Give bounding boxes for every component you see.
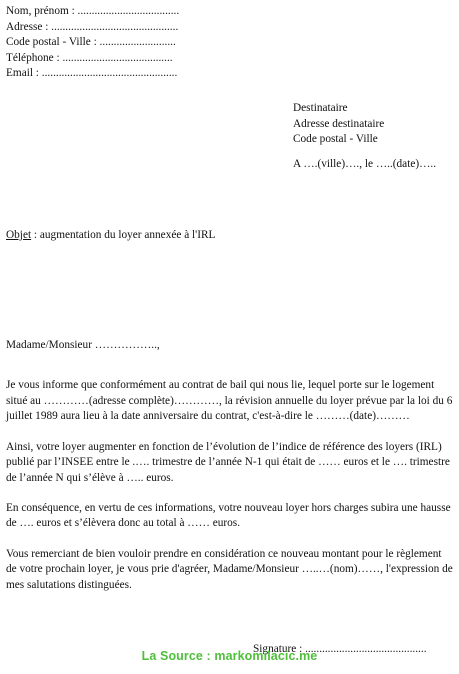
paragraph-consequence: En conséquence, en vertu de ces informations, votre nouveau loyer hors charges subira une hausse de …. euros et s’élèvera donc au total à …… euros. (6, 501, 451, 530)
subject-text: : augmentation du loyer annexée à l'IRL (31, 229, 216, 241)
subject-line (6, 229, 215, 241)
sender-phone-line: Téléphone : ....................................... (6, 51, 173, 64)
sender-name-line: Nom, prénom : .................................... (6, 5, 180, 17)
paragraph-closing: Vous remerciant de bien vouloir prendre en considération ce nouveau montant pour le règlement de votre prochain loyer, je vous prie d'agréer, Madame/Monsieur …..…(nom)……, l'expression de mes salutations distinguées. (6, 547, 453, 591)
recipient-postal: Code postal - Ville (293, 133, 378, 146)
sender-block (6, 4, 179, 82)
sender-email-line: Email : ................................................ (6, 67, 178, 80)
sender-address-line: Adresse : ............................................. (6, 20, 179, 33)
signature-line: Signature : ........................................... (253, 643, 427, 655)
source-watermark: La Source : markomilacic.me (141, 649, 318, 663)
subject-label: Objet (6, 229, 32, 241)
recipient-name: Destinataire (293, 102, 348, 114)
place-date: A ….(ville)…., le …..(date)….. (293, 158, 437, 170)
paragraph-irl: Ainsi, votre loyer augmenter en fonction de l’évolution de l’indice de référence des loyers (IRL) publié par l’INSEE entre le .…. trimestre de l’année N-1 qui était de …… euros et le …. trimestre de l’année N qui s’élève à ….. euros. (6, 440, 450, 484)
recipient-address: Adresse destinataire (293, 117, 385, 130)
letter-body (6, 378, 454, 609)
paragraph-notice: Je vous informe que conformément au contrat de bail qui nous lie, lequel porte sur le logement situé au …………(adresse complète)…………, la révision annuelle du loyer prévue par la loi du 6 juillet 1989 aura lieu à la date anniversaire du contrat, c'est-à-dire le ………(date)……… (6, 379, 453, 423)
recipient-block (293, 101, 384, 148)
salutation: Madame/Monsieur …………….., (6, 339, 160, 351)
sender-postal-line: Code postal - Ville : ........................... (6, 36, 176, 49)
